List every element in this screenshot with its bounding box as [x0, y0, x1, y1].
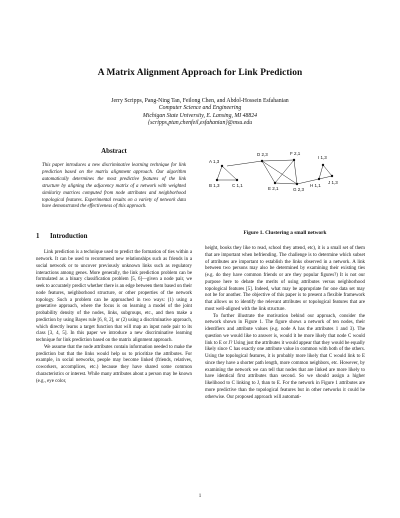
- emails: {scripps,ptan,chenfeil,esfahanian}@msu.edu: [147, 119, 253, 126]
- edge-e-g: [275, 183, 297, 184]
- network-graph: [205, 148, 365, 224]
- figure-1: [205, 148, 365, 224]
- section-number: 1: [36, 233, 40, 241]
- node-label-i: I 1,3: [318, 155, 327, 160]
- edge-a-c: [222, 166, 237, 180]
- author-names: Jerry Scripps, Pang-Ning Tan, Feilong Chen, and Abdol-Hossein Esfahanian: [111, 98, 289, 104]
- node-label-b: B 1,3: [209, 183, 220, 188]
- edge-d-a: [227, 161, 262, 166]
- node-b: [216, 179, 218, 181]
- right-column: [205, 148, 365, 401]
- node-g: [296, 183, 298, 185]
- node-labels: [209, 151, 338, 192]
- node-label-c: C 1,1: [232, 183, 243, 188]
- node-c: [236, 179, 238, 181]
- node-j: [331, 175, 333, 177]
- edge-f-g: [294, 160, 297, 184]
- node-d: [261, 160, 263, 162]
- node-label-h: H 1,1: [310, 183, 321, 188]
- edge-h-j: [319, 176, 332, 179]
- edge-d-g: [262, 161, 297, 184]
- edge-i-j: [323, 165, 332, 176]
- node-label-a: A 1,3: [209, 159, 220, 164]
- left-column: [36, 148, 192, 385]
- intro-paragraph-2: We assume that the node attributes contain information needed to make the prediction but that the links would help us to prioritize the attributes. For example, in social networks, people may become linked (friends, relatives, coworkers, accomplices, etc.) because they have shared some common characteristics or interest. While many attributes about a person may be known (e.g., eye color,: [36, 344, 192, 384]
- node-e: [274, 182, 276, 184]
- author-block: [0, 98, 400, 127]
- university: Michigan State University, E. Lansing, MI 48824: [142, 112, 258, 119]
- node-label-e: E 2,1: [268, 186, 279, 191]
- node-label-f: F 2,1: [290, 151, 301, 156]
- section-heading: [36, 233, 192, 240]
- node-label-j: J 1,3: [328, 180, 338, 185]
- figure-caption: Figure 1. Clustering a small network: [243, 230, 327, 236]
- node-label-d: D 2,3: [257, 152, 268, 157]
- paper-title: A Matrix Alignment Approach for Link Prediction: [97, 68, 303, 78]
- edge-d-e: [262, 161, 275, 183]
- department: Computer Science and Engineering: [158, 105, 242, 112]
- graph-nodes: [216, 159, 333, 185]
- right-paragraph-2: To further illustrate the motivation behind our approach, consider the network shown in Figure 1. The figure shows a network of ten nodes, their identifiers and attribute values (e.g. node A has the attributes 1 and 3). The question we would like to answer is, would it be more likely that node C would link to E or J? Using just the attributes it would appear that they would be equally likely since C has exactly one attribute value in common with both of the others. Using the topological features, it is probably more likely that C would link to E since they have a shorter path length, more common neighbors, etc. However, by examining the network we can tell that nodes that are linked are more likely to have identical first attributes than second. So we should assign a higher likelihood to C linking to J, than to E. For the network in Figure 1 attributes are more predictive than the topological features but in other networks it could be otherwise. Our proposed approach will automati-: [205, 313, 366, 400]
- abstract-text: This paper introduces a new discriminative learning technique for link prediction based on the matrix alignment approach. Our algorithm automatically determines the most predictive features of the link structure by aligning the adjacency matrix of a network with weighted similarity matrices computed from node attributes and neighborhood topological features. Experimental results on a variety of network data have demonstrated the effectiveness of this approach.: [42, 163, 186, 210]
- edge-d-f: [262, 160, 294, 161]
- node-a: [221, 165, 223, 167]
- node-i: [322, 164, 324, 166]
- section-title: Introduction: [50, 233, 88, 241]
- node-label-g: G 2,3: [293, 187, 305, 192]
- intro-paragraph-1: Link prediction is a technique used to predict the formation of ties within a network. It can be used to recommend new relationships such as friends in a social network or to uncover previously unknown links such as regulatory interactions among genes. More generally, the link prediction problem can be formulated as a binary classification problem [5, 6]—given a node pair, we seek to accurately predict whether there is an edge between them based on their node features, neighborhood structure, or other properties of the network topology. Such a problem can be approached in two ways: (1) using a generative approach, where the focus is on learning a model of the joint probability density of the nodes, links, subgroups, etc., and then make a prediction by using Bayes rule [6, 8, 2], or (2) using a discriminative approach, which directly learns a target function that will map an input node pair to its class [3, 4, 5]. In this paper we introduce a new discriminative learning technique for link prediction based on the matrix alignment approach.: [36, 250, 192, 344]
- right-paragraph-1: height, books they like to read, school they attend, etc), it is a small set of them that are important when befriending. The challenge is to determine which subset of attributes are important to establish the links observed in a network. A link between two persons may also be determined by examining their existing ties (e.g. do they have common friends or are they popular figures?) It is not our purpose here to debate the merits of using attributes versus neighborhood topological features [5]. Indeed, what may be appropriate for one data set may not be for another. The objective of this paper is to present a flexible framework that allows us to identify the relevant attributes or topological features that are most well-aligned with the link structure.: [205, 246, 365, 312]
- graph-edges: [217, 160, 332, 184]
- node-f: [293, 159, 295, 161]
- edge-a-b: [217, 166, 222, 180]
- edge-i-h: [319, 165, 323, 179]
- abstract-heading: Abstract: [101, 148, 127, 155]
- node-h: [318, 178, 320, 180]
- page-number: 1: [198, 494, 202, 499]
